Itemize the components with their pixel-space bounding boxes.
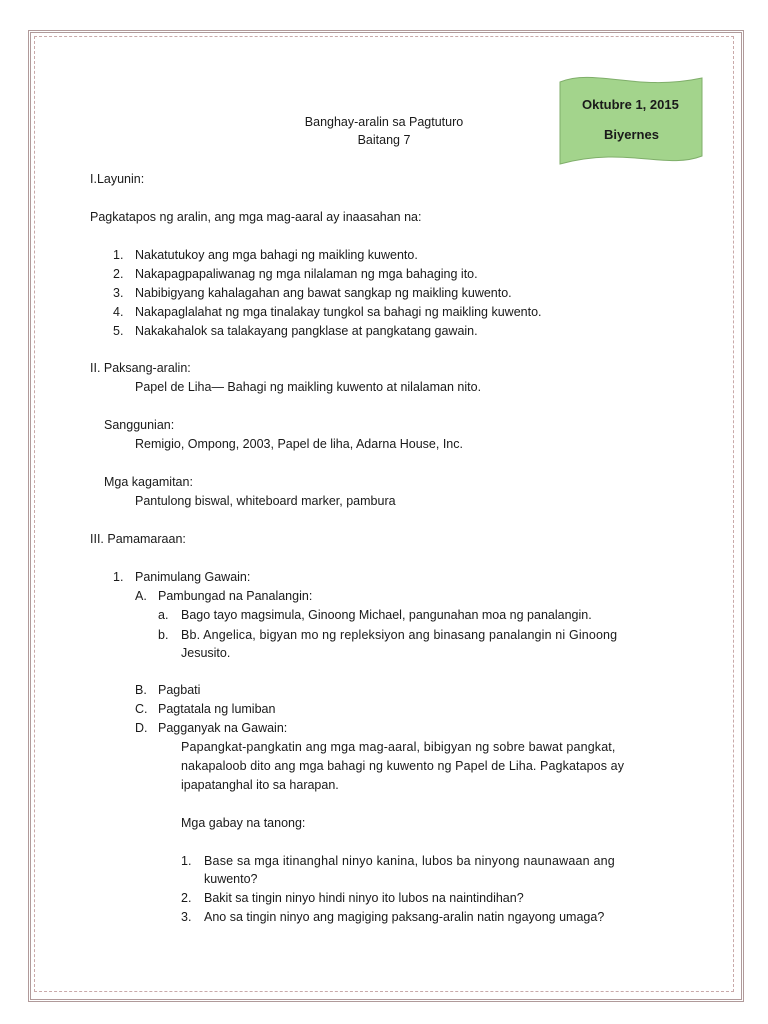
list-item-number: 5. — [113, 324, 124, 338]
sub-sub-item: Bago tayo magsimula, Ginoong Michael, pangunahan moa ng panalangin. — [181, 608, 592, 622]
list-item: Nakatutukoy ang mga bahagi ng maikling kuwento. — [135, 248, 418, 262]
sanggunian-text: Remigio, Ompong, 2003, Papel de liha, Adarna House, Inc. — [135, 437, 463, 451]
step-number: 1. — [113, 570, 124, 584]
pagganyak-text: nakapaloob dito ang mga bahagi ng kuwento ng Papel de Liha. Pagkatapos ay — [181, 759, 625, 773]
sub-step-title: Pambungad na Panalangin: — [158, 589, 313, 603]
question-number: 2. — [181, 891, 192, 905]
list-item-number: 3. — [113, 286, 124, 300]
sub-step-letter: A. — [135, 589, 147, 603]
date-banner — [556, 70, 706, 170]
sub-step-title: Pagganyak na Gawain: — [158, 721, 288, 735]
question: Bakit sa tingin ninyo hindi ninyo ito lubos na naintindihan? — [204, 891, 524, 905]
list-item: Nakapagpapaliwanag ng mga nilalaman ng mga bahaging ito. — [135, 267, 478, 281]
question-continued: kuwento? — [204, 872, 258, 886]
banner-date: Oktubre 1, 2015 — [582, 97, 679, 112]
list-item: Nakakahalok sa talakayang pangklase at pangkatang gawain. — [135, 324, 478, 338]
section-layunin-heading: I.Layunin: — [90, 172, 145, 186]
paksa-text: Papel de Liha— Bahagi ng maikling kuwento at nilalaman nito. — [135, 380, 482, 394]
list-item: Nabibigyang kahalagahan ang bawat sangkap ng maikling kuwento. — [135, 286, 512, 300]
list-item-number: 4. — [113, 305, 124, 319]
sub-sub-item-continued: Jesusito. — [181, 646, 231, 660]
sub-step-letter: C. — [135, 702, 148, 716]
sub-step-letter: B. — [135, 683, 147, 697]
banner-shape — [556, 70, 706, 170]
document-title: Banghay-aralin sa Pagtuturo — [304, 115, 464, 129]
section-paksa-heading: II. Paksang-aralin: — [90, 361, 191, 375]
pagganyak-text: Papangkat-pangkatin ang mga mag-aaral, bibigyan ng sobre bawat pangkat, — [181, 740, 616, 754]
sub-sub-letter: a. — [158, 608, 169, 622]
sub-step-title: Pagbati — [158, 683, 201, 697]
question: Base sa mga itinanghal ninyo kanina, lubos ba ninyong naunawaan ang — [204, 854, 615, 868]
sub-step-title: Pagtatala ng lumiban — [158, 702, 276, 716]
question-number: 1. — [181, 854, 192, 868]
gabay-label: Mga gabay na tanong: — [181, 816, 306, 830]
kagamitan-label: Mga kagamitan: — [104, 475, 193, 489]
list-item-number: 2. — [113, 267, 124, 281]
question: Ano sa tingin ninyo ang magiging paksang-aralin natin ngayong umaga? — [204, 910, 605, 924]
section-pamamaraan-heading: III. Pamamaraan: — [90, 532, 186, 546]
grade-level: Baitang 7 — [357, 133, 411, 147]
list-item-number: 1. — [113, 248, 124, 262]
layunin-intro: Pagkatapos ng aralin, ang mga mag-aaral ay inaasahan na: — [90, 210, 422, 224]
banner-day: Biyernes — [604, 127, 659, 142]
sub-step-letter: D. — [135, 721, 148, 735]
kagamitan-text: Pantulong biswal, whiteboard marker, pambura — [135, 494, 396, 508]
step-title: Panimulang Gawain: — [135, 570, 251, 584]
pagganyak-text: ipapatanghal ito sa harapan. — [181, 778, 339, 792]
question-number: 3. — [181, 910, 192, 924]
sanggunian-label: Sanggunian: — [104, 418, 175, 432]
list-item: Nakapaglalahat ng mga tinalakay tungkol sa bahagi ng maikling kuwento. — [135, 305, 542, 319]
sub-sub-item: Bb. Angelica, bigyan mo ng repleksiyon ang binasang panalangin ni Ginoong — [181, 628, 618, 642]
sub-sub-letter: b. — [158, 628, 169, 642]
